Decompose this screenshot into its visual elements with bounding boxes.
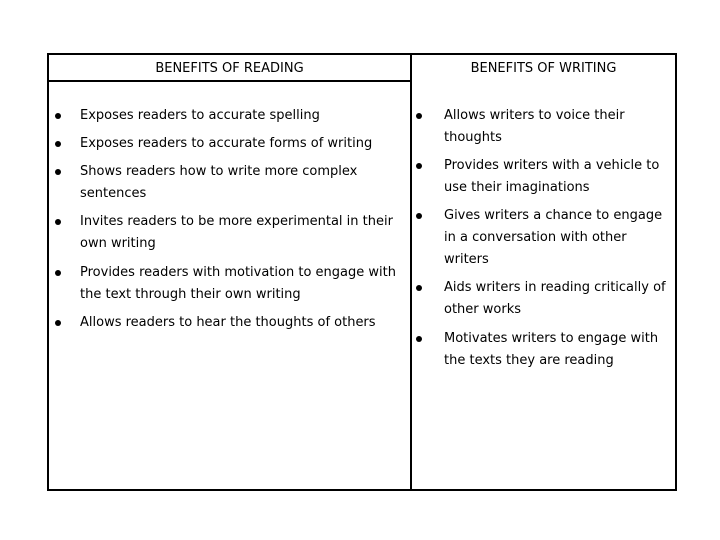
writing-column [412,55,675,489]
list-item-text: Motivates writers to engage with the texts they are reading [444,331,659,368]
writing-list [412,105,675,378]
bullet-icon [55,113,61,119]
list-item-text: Gives writers a chance to engage in a conversation with other writers [444,208,663,267]
bullet-icon [55,169,61,175]
list-item [49,105,410,127]
list-item [49,133,410,155]
benefits-table [47,53,677,491]
bullet-icon [55,141,61,147]
list-item-text: Aids writers in reading critically of other works [444,280,666,317]
list-item [412,205,675,271]
bullet-icon [416,213,422,219]
list-item [49,312,410,334]
list-item-text: Shows readers how to write more complex sentences [80,164,358,201]
list-item [412,277,675,321]
list-item [49,262,410,306]
list-item [49,211,410,255]
reading-column [49,55,410,489]
list-item-text: Exposes readers to accurate spelling [80,108,320,123]
bullet-icon [416,285,422,291]
list-item-text: Provides writers with a vehicle to use their imaginations [444,158,660,195]
bullet-icon [55,219,61,225]
bullet-icon [416,113,422,119]
list-item [412,328,675,372]
list-item [49,161,410,205]
bullet-icon [55,320,61,326]
reading-list [49,105,410,340]
list-item-text: Allows writers to voice their thoughts [444,108,625,145]
bullet-icon [55,270,61,276]
list-item-text: Invites readers to be more experimental in their own writing [80,214,393,251]
list-item-text: Provides readers with motivation to engage with the text through their own writing [80,265,396,302]
list-item [412,155,675,199]
list-item-text: Allows readers to hear the thoughts of others [80,315,376,330]
writing-header: BENEFITS OF WRITING [470,61,617,76]
bullet-icon [416,336,422,342]
list-item-text: Exposes readers to accurate forms of writing [80,136,373,151]
list-item [412,105,675,149]
bullet-icon [416,163,422,169]
reading-header: BENEFITS OF READING [49,55,410,82]
